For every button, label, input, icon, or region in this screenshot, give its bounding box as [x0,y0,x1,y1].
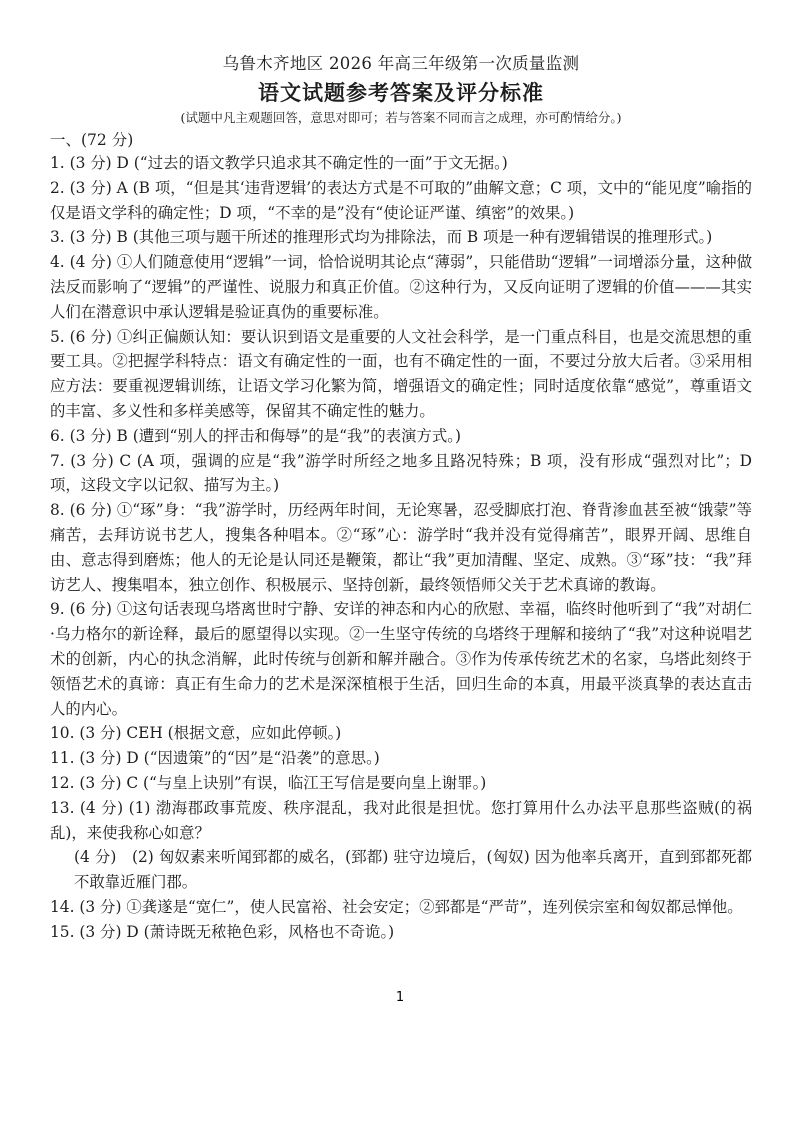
answer-item: 11. (3 分) D (“因遗策”的“因”是“沿袭”的意思。) [50,749,380,768]
answer-item: 4. (4 分) ①人们随意使用“逻辑”一词，恰恰说明其论点“薄弱”，只能借助“逻辑”一词增添分量，这种做法反而影响了“逻辑”的严谨性、说服力和真正价值。②这种行为，又反向证明了逻辑的价值———其实人们在潜意识中承认逻辑是验证真伪的重要标准。 [50,253,752,321]
answer-item: 15. (3 分) D (萧诗既无秾艳色彩，风格也不奇诡。) [50,922,395,941]
page-number: 1 [395,990,405,1005]
document-title: 语文试题参考答案及评分标准 [258,80,544,105]
section-heading: 一、(72 分) [50,131,134,149]
answer-item: 1. (3 分) D (“过去的语文教学只追求其不确定性的一面”于文无据。) [50,154,508,172]
answer-item: 3. (3 分) B (其他三项与题干所述的推理形式均为排除法，而 B 项是一种有逻辑错误的推理形式。) [50,228,713,247]
answer-item: 12. (3 分) C (“与皇上诀别”有误，临江王写信是要向皇上谢罪。) [50,773,487,792]
grading-note: (试题中凡主观题回答，意思对即可；若与答案不同而言之成理，亦可酌情给分。) [180,110,622,125]
answer-item: 9. (6 分) ①这句话表现乌塔离世时宁静、安详的神态和内心的欣慰、幸福，临终时他听到了“我”对胡仁·乌力格尔的新诠释，最后的愿望得以实现。②一生坚守传统的乌塔终于理解和接纳了“我”对这种说唱艺术的创新，内心的执念消解，此时传统与创新和解并融合。③作为传承传统艺术的名家，乌塔此刻终于领悟艺术的真谛：真正有生命力的艺术是深深植根于生活，回归生命的本真，用最平淡真挚的表达直击人的内心。 [50,600,752,718]
answer-item: 6. (3 分) B (遭到“别人的抨击和侮辱”的是“我”的表演方式。) [50,426,461,445]
answer-item: 13. (4 分) (1) 渤海郡政事荒废、秩序混乱，我对此很是担忧。您打算用什么办法平息那些盗贼(的祸乱)，来使我称心如意？ [50,798,752,842]
answer-item: 8. (6 分) ①“琢”身：“我”游学时，历经两年时间，无论寒暑，忍受脚底打泡、脊背渗血甚至被“饿蒙”等痛苦，去拜访说书艺人，搜集各种唱本。②“琢”心：游学时“我并没有觉得痛苦”，眼界开阔、思维自由、意志得到磨炼；他人的无论是认同还是鞭策，都让“我”更加清醒、坚定、成熟。③“琢”技：“我”拜访艺人、搜集唱本，独立创作、积极展示、坚持创新，最终领悟师父关于艺术真谛的教诲。 [50,501,752,594]
answer-item: 2. (3 分) A (B 项，“但是其‘违背逻辑’的表达方式是不可取的”曲解文意；C 项，文中的“能见度”喻指的仅是语文学科的确定性；D 项，“不幸的是”没有“使论证严谨、缜密”的效果。) [50,178,752,222]
exam-title: 乌鲁木齐地区 2026 年高三年级第一次质量监测 [222,54,580,73]
answer-item: 14. (3 分) ①龚遂是“宽仁”，使人民富裕、社会安定；②郅都是“严苛”，连列侯宗室和匈奴都忌惮他。 [50,897,743,916]
answer-item: 7. (3 分) C (A 项，强调的应是“我”游学时所经之地多且路况特殊；B 项，没有形成“强烈对比”；D 项，这段文字以记叙、描写为主。) [50,451,752,495]
answer-subitem: (4 分) (2) 匈奴素来听闻郅都的威名，(郅都) 驻守边境后，(匈奴) 因为他率兵离开，直到郅都死都不敢靠近雁门郡。 [74,848,752,892]
answer-item: 5. (6 分) ①纠正偏颇认知：要认识到语文是重要的人文社会科学，是一门重点科目，也是交流思想的重要工具。②把握学科特点：语文有确定性的一面，也有不确定性的一面，不要过分放大后者。③采用相应方法：要重视逻辑训练，让语文学习化繁为简，增强语文的确定性；同时适度依靠“感觉”，尊重语文的丰富、多义性和多样美感等，保留其不确定性的魅力。 [50,327,752,420]
answer-item: 10. (3 分) CEH (根据文意，应如此停顿。) [50,724,342,743]
